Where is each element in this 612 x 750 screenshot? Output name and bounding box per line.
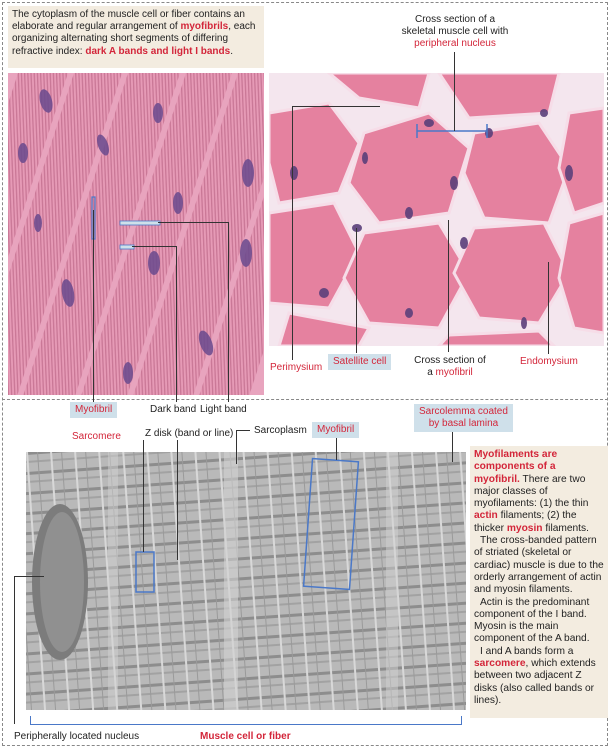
top-note-text-2: , each organizing alternating short segments of differing refractive index:: [12, 21, 256, 57]
label-sarcolemma: [414, 404, 513, 432]
leader-z-disk: [177, 440, 178, 560]
side-note-p1c: filaments; (2) the thicker: [474, 510, 577, 534]
label-perimysium: Perimysium: [270, 362, 323, 373]
label-sarcolemma-1: Sarcolemma coated: [419, 406, 508, 417]
leader-nucleus-v: [14, 576, 15, 724]
actin-term: actin: [474, 510, 498, 522]
leader-sarcomere: [143, 440, 144, 552]
myofibrils-term: myofibrils: [180, 21, 229, 33]
label-myofibril-bottom: Myofibril: [312, 422, 359, 438]
label-cross-myofibril-2: [405, 367, 495, 379]
muscle-cell-bracket-l: [30, 716, 31, 725]
leader-sarcolemma: [452, 432, 453, 462]
side-note-p1a: There are two major classes of myofilaments: (1) the thin: [474, 473, 589, 510]
leader-myofibril-bottom: [336, 438, 337, 460]
muscle-cell-bracket: [30, 724, 462, 725]
leader-cross-section: [454, 52, 455, 131]
leader-satellite: [356, 228, 357, 353]
leader-cross-myofibril: [448, 220, 449, 352]
leader-light-band-v: [228, 222, 229, 402]
leader-sarcoplasm-h: [236, 430, 250, 431]
leader-endomysium: [548, 262, 549, 354]
leader-perimysium: [292, 106, 293, 360]
leader-sarcoplasm: [236, 430, 237, 464]
leader-myofibril-top: [93, 210, 94, 402]
side-note-p4c: , which extends between two adjacent Z disks (also called bands or lines).: [474, 658, 596, 706]
side-note: [470, 446, 608, 718]
label-sarcoplasm: Sarcoplasm: [254, 425, 307, 436]
label-sarcomere: Sarcomere: [72, 431, 121, 442]
label-muscle-cell: Muscle cell or fiber: [200, 731, 291, 742]
label-light-band: Light band: [200, 404, 247, 415]
top-note: [8, 6, 264, 68]
label-myofibril-top: Myofibril: [70, 402, 117, 418]
top-note-text-1: The cytoplasm of the muscle cell or fiber contains an elaborate and regular arrangement of: [12, 9, 245, 33]
cross-section-micrograph: [269, 73, 604, 346]
sarcomere-term: sarcomere: [474, 658, 526, 670]
side-note-p4a: I and A bands form a: [480, 645, 574, 657]
side-note-title: Myofilaments are components of a myofibril.: [474, 449, 558, 485]
label-cross-myofibril: [405, 355, 495, 379]
bands-term: dark A bands and light I bands: [85, 45, 231, 57]
myofibril-term-cross: myofibril: [435, 367, 473, 378]
label-cross-myofibril-2-text: a myofibril: [427, 367, 473, 378]
label-sarcolemma-2: by basal lamina: [428, 418, 499, 429]
leader-dark-band-h: [132, 246, 176, 247]
label-cross-myofibril-1: Cross section of: [414, 355, 486, 366]
side-note-p1e: filaments.: [542, 522, 589, 534]
cross-section-note: [380, 14, 530, 50]
cross-section-line1: Cross section of a: [414, 14, 496, 25]
leader-perimysium-h: [292, 106, 380, 107]
myosin-term: myosin: [506, 522, 543, 534]
label-satellite-cell: Satellite cell: [328, 354, 391, 370]
electron-micrograph: [26, 452, 466, 710]
top-note-text-3: .: [230, 45, 233, 57]
side-note-p3: Actin is the predominant component of the I band. Myosin is the main component of the A band.: [474, 596, 590, 645]
cross-section-line3: peripheral nucleus: [414, 38, 496, 49]
leader-light-band-h: [158, 222, 228, 223]
leader-dark-band-v: [176, 246, 177, 402]
longitudinal-muscle-micrograph: [8, 73, 264, 395]
muscle-cell-bracket-r: [461, 716, 462, 725]
label-endomysium: Endomysium: [520, 356, 578, 367]
label-dark-band: Dark band: [150, 404, 197, 415]
cross-section-line2: skeletal muscle cell with: [401, 26, 509, 37]
label-z-disk: Z disk (band or line): [145, 428, 234, 439]
leader-nucleus-h: [14, 576, 44, 577]
label-peripheral-nucleus: Peripherally located nucleus: [14, 731, 140, 742]
side-note-p2: The cross-banded pattern of striated (skeletal or cardiac) muscle is due to the orderly arrangement of actin and myosin filaments.: [474, 535, 604, 596]
